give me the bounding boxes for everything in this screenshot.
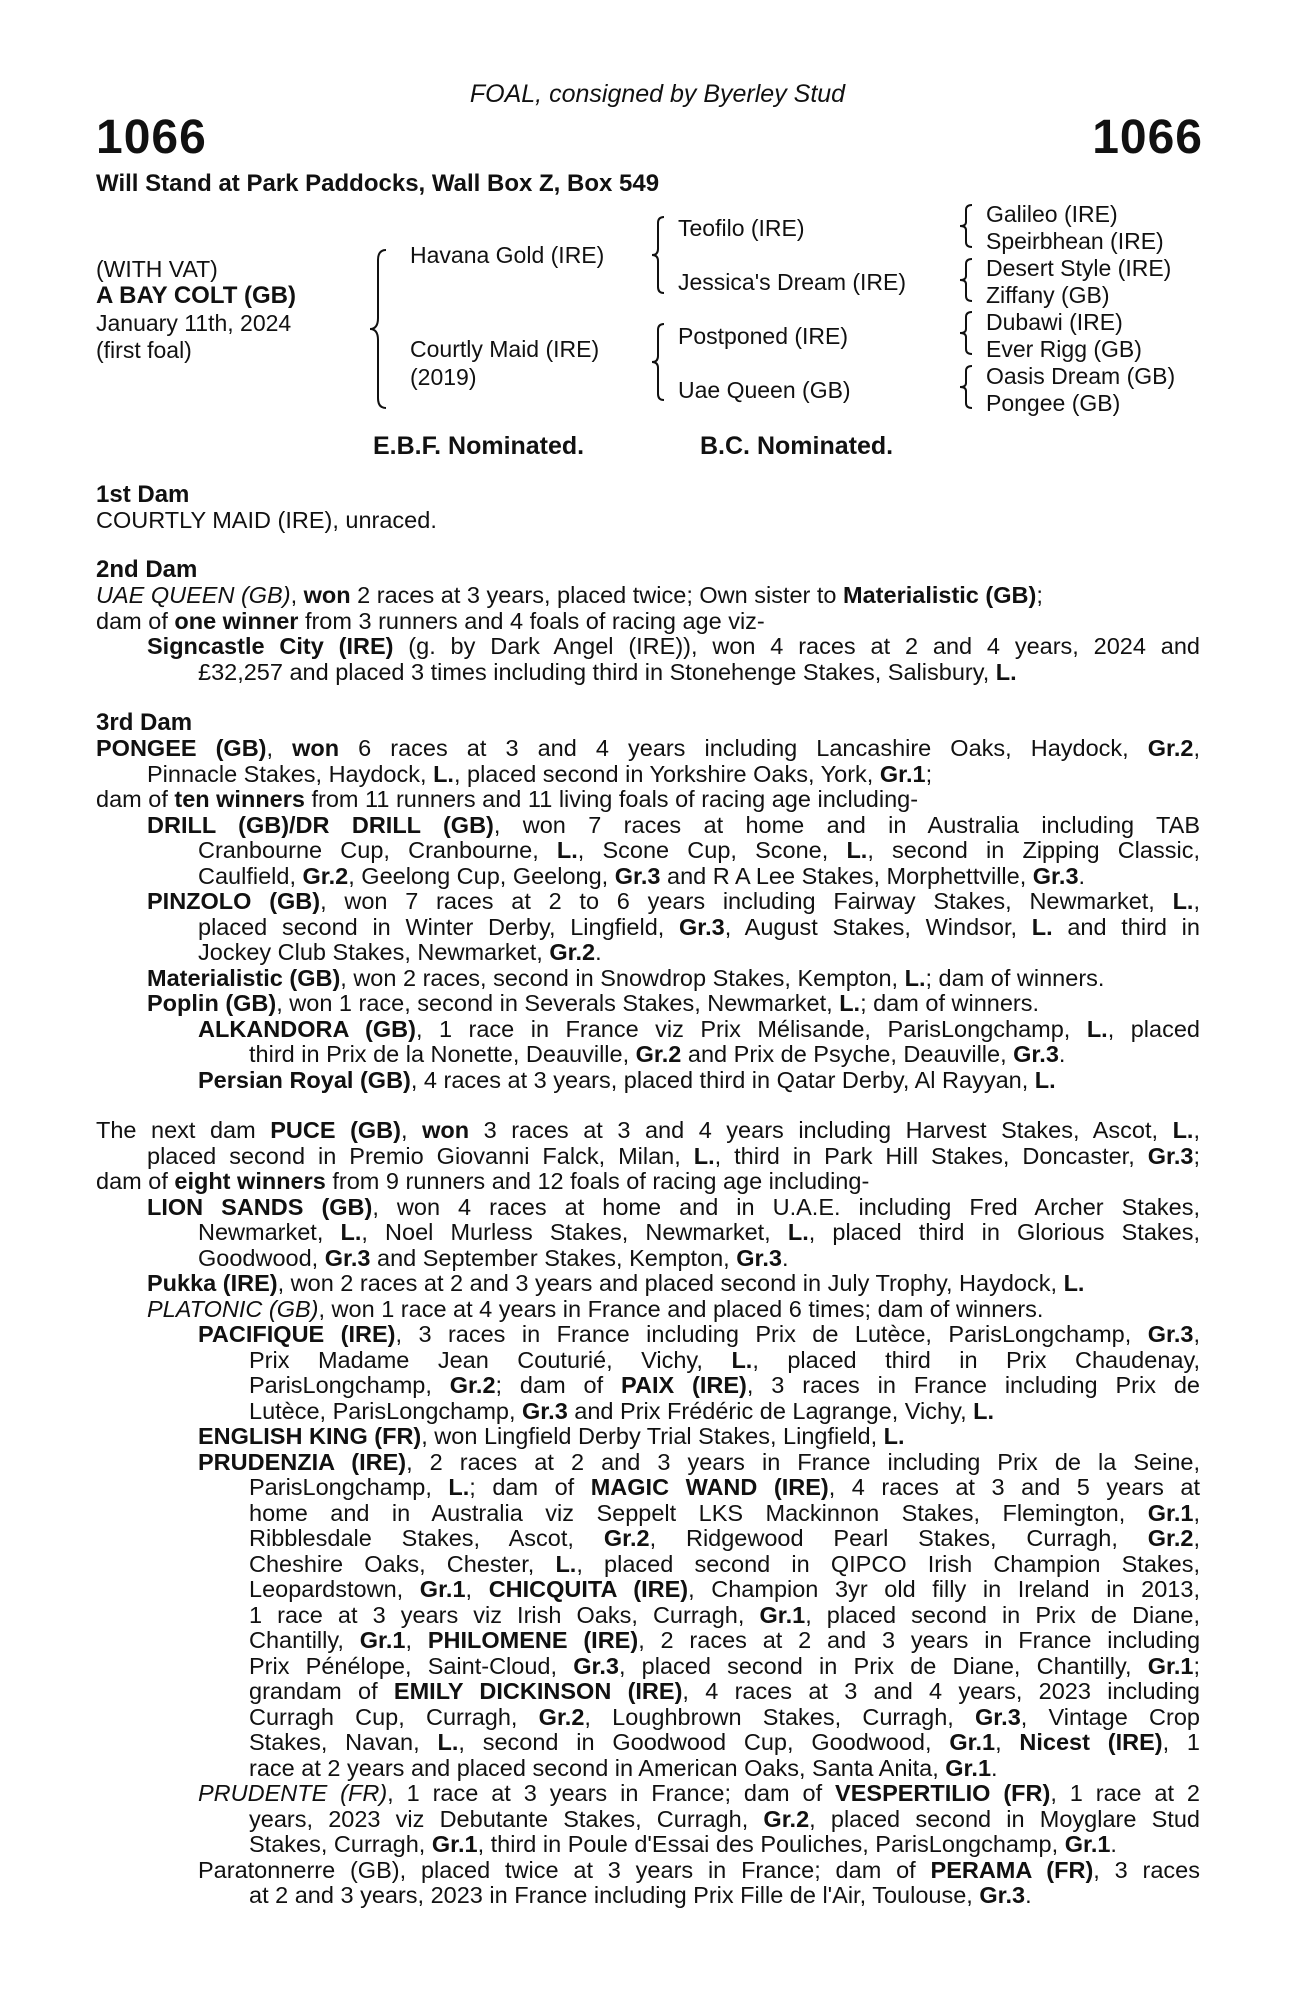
text-run: , placed third in Glorious Stakes, [808, 1219, 1201, 1245]
pedigree-brace-g2 [958, 257, 974, 303]
bold-text: L. [437, 1729, 459, 1755]
text-run: dam of [96, 607, 175, 634]
text-run: Newmarket, [198, 1219, 341, 1245]
bold-text: L. [1063, 1270, 1085, 1296]
text-run: , Champion 3yr old filly in Ireland in 2013, [688, 1576, 1200, 1602]
bold-text: Gr.2 [449, 1372, 496, 1398]
text-run: and September Stakes, Kempton, [370, 1244, 737, 1271]
text-run: , third in Poule d'Essai des Pouliches, ParisLongchamp, [477, 1831, 1065, 1857]
record-line [96, 1042, 1200, 1068]
bold-text: Gr.1 [759, 1601, 806, 1628]
bold-text: Pukka (IRE) [147, 1270, 278, 1296]
section-heading: 3rd Dam [96, 709, 193, 736]
text-run: placed second in Premio Giovanni Falck, Milan, [147, 1142, 694, 1169]
record-line [96, 1118, 1200, 1144]
text-run: Prix Madame Jean Couturié, Vichy, [249, 1346, 732, 1373]
text-run: , [1193, 1499, 1200, 1526]
bold-text: Materialistic (GB) [147, 964, 341, 991]
record-line [96, 583, 1200, 609]
pedigree-g3-2: Speirbhean (IRE) [986, 228, 1164, 254]
text-run: , won 2 races, second in Snowdrop Stakes, Kempton, [340, 964, 905, 991]
italic-text: PRUDENTE (FR) [198, 1780, 388, 1806]
bold-text: Gr.1 [949, 1729, 996, 1755]
text-run: , won 7 races at home and in Australia including TAB [493, 811, 1200, 838]
record-line [96, 1679, 1200, 1705]
bold-text: L. [340, 1219, 362, 1245]
text-run: , 1 race at 2 [1050, 1780, 1200, 1806]
bold-text: LION SANDS (GB) [147, 1193, 373, 1220]
text-run: , 2 races at 2 and 3 years in France including [638, 1627, 1201, 1653]
text-run: , [1193, 888, 1200, 914]
text-run: at 2 and 3 years, 2023 in France including Prix Fille de l'Air, Toulouse, [249, 1882, 980, 1908]
text-run: Jockey Club Stakes, Newmarket, [198, 939, 550, 965]
text-run: and third in [1052, 913, 1200, 940]
bold-text: Signcastle City (IRE) [147, 633, 394, 659]
record-line [96, 1654, 1200, 1680]
bold-text: L. [973, 1397, 995, 1424]
text-run: placed second in Winter Derby, Lingfield, [198, 913, 679, 940]
record-line [96, 508, 1200, 534]
record-line [96, 1297, 1200, 1323]
text-run: ; dam of winners. [860, 990, 1040, 1016]
bold-text: Gr.2 [763, 1805, 810, 1832]
text-run: , 4 races at 3 and 5 years at [828, 1474, 1200, 1500]
bold-text: PACIFIQUE (IRE) [198, 1321, 396, 1347]
text-run: Cranbourne Cup, Cranbourne, [198, 837, 557, 863]
bold-text: L. [883, 1423, 905, 1449]
record-line [96, 966, 1200, 992]
record-line [96, 1577, 1200, 1603]
bold-text: ENGLISH KING (FR) [198, 1423, 422, 1449]
italic-text: PLATONIC (GB) [147, 1295, 319, 1322]
record-line [96, 1603, 1200, 1629]
record-line [96, 1195, 1200, 1221]
record-line [96, 736, 1200, 762]
bold-text: eight winners [174, 1168, 326, 1194]
text-run: dam of [96, 1168, 175, 1194]
text-run: ; [1036, 582, 1043, 608]
record-line [96, 1705, 1200, 1731]
bold-text: Gr.3 [324, 1244, 371, 1271]
bold-text: won [303, 582, 351, 608]
text-run: , Geelong Cup, Geelong, [348, 862, 615, 889]
text-run: ; dam of [469, 1474, 591, 1500]
bold-text: L. [787, 1219, 809, 1245]
bold-text: L. [433, 760, 454, 787]
text-run: , 2 races at 2 and 3 years in France including Prix de la Seine, [406, 1448, 1200, 1475]
bold-text: ten winners [174, 786, 305, 812]
text-run: , won 4 races at home and in U.A.E. including Fred Archer Stakes, [372, 1193, 1201, 1220]
text-run: , 1 race at 3 years in France; dam of [387, 1780, 836, 1806]
record-line [96, 1858, 1200, 1884]
bold-text: Poplin (GB) [147, 990, 277, 1016]
text-run: Stakes, Curragh, [249, 1831, 432, 1857]
bold-text: won [422, 1117, 470, 1143]
record-line [96, 1220, 1200, 1246]
bold-text: Gr.2 [549, 939, 596, 965]
record-line [96, 1017, 1200, 1043]
bold-text: PUCE (GB) [270, 1117, 401, 1143]
text-run: 2 races at 3 years, placed twice; Own sister to [350, 582, 844, 608]
text-run: , 4 races at 3 and 4 years, 2023 including [682, 1678, 1200, 1704]
text-run: ; [1193, 1652, 1201, 1679]
record-line [96, 991, 1200, 1017]
text-run: 6 races at 3 and 4 years including Lancashire Oaks, Haydock, [339, 735, 1148, 761]
text-run: , second in Goodwood Cup, Goodwood, [458, 1729, 950, 1755]
bold-text: EMILY DICKINSON (IRE) [393, 1678, 683, 1704]
pedigree-sire: Havana Gold (IRE) [410, 242, 605, 268]
bold-text: DRILL (GB)/DR DRILL (GB) [147, 811, 494, 838]
text-run: ParisLongchamp, [249, 1372, 450, 1398]
text-run: Lutèce, ParisLongchamp, [249, 1397, 523, 1424]
bold-text: L. [1172, 1117, 1194, 1143]
record-line [96, 1781, 1200, 1807]
bold-text: Materialistic (GB) [843, 582, 1037, 608]
text-run: . [1110, 1831, 1117, 1857]
bold-text: PRUDENZIA (IRE) [198, 1448, 407, 1475]
consignor-line: FOAL, consigned by Byerley Stud [469, 80, 846, 108]
foal-note: (first foal) [96, 337, 192, 363]
text-run: , third in Park Hill Stakes, Doncaster, [714, 1142, 1148, 1169]
bold-text: L. [904, 964, 926, 991]
text-run: , Vintage Crop [1020, 1703, 1200, 1730]
text-run: , placed second in Prix de Diane, Chantilly, [618, 1652, 1148, 1679]
record-line [96, 1169, 1200, 1195]
horse-name: A BAY COLT (GB) [96, 282, 297, 309]
text-run: , won 1 race, second in Severals Stakes, Newmarket, [276, 990, 840, 1016]
section-heading: 2nd Dam [96, 556, 198, 583]
text-run: , placed second in Yorkshire Oaks, York, [453, 760, 880, 787]
text-run: and R A Lee Stakes, Morphettville, [660, 862, 1033, 889]
section-heading: 1st Dam [96, 481, 190, 508]
pedigree-g3-1: Galileo (IRE) [986, 201, 1118, 227]
bold-text: Gr.3 [1147, 1321, 1194, 1347]
pedigree-sire-dam: Jessica's Dream (IRE) [678, 269, 907, 295]
text-run: ; [925, 760, 933, 787]
bold-text: L. [1031, 913, 1053, 940]
ebf-nomination: E.B.F. Nominated. [373, 432, 585, 460]
text-run: Prix Pénélope, Saint-Cloud, [249, 1652, 574, 1679]
pedigree-brace-g1 [958, 203, 974, 249]
pedigree-brace-g3 [958, 310, 974, 356]
pedigree-sire-sire: Teofilo (IRE) [678, 215, 805, 241]
text-run: , won 1 race at 4 years in France and placed 6 times; dam of winners. [318, 1295, 1044, 1322]
text-run: , Loughbrown Stakes, Curragh, [584, 1703, 976, 1730]
text-run: Cheshire Oaks, Chester, [249, 1550, 556, 1577]
first-dam-section [96, 482, 1200, 534]
record-line [96, 1373, 1200, 1399]
text-run: , 3 races in France including Prix de Lutèce, ParisLongchamp, [395, 1321, 1148, 1347]
bold-text: Gr.3 [736, 1244, 782, 1271]
vat-note: (WITH VAT) [96, 256, 218, 282]
text-run: . [1058, 1041, 1066, 1067]
pedigree-g3-3: Desert Style (IRE) [986, 255, 1172, 281]
bold-text: PINZOLO (GB) [147, 888, 321, 914]
bold-text: Gr.2 [1147, 735, 1194, 761]
bold-text: Persian Royal (GB) [198, 1066, 411, 1093]
text-run: dam of [96, 786, 175, 812]
record-line [96, 1628, 1200, 1654]
text-run: . [595, 939, 602, 965]
text-run: Caulfield, [198, 862, 303, 889]
text-run: , 1 [1162, 1729, 1201, 1755]
text-run: , 3 races in France including Prix de [746, 1372, 1200, 1398]
bold-text: L. [731, 1346, 753, 1373]
text-run: The next dam [96, 1117, 271, 1143]
bold-text: Gr.3 [1013, 1041, 1059, 1067]
text-run: , placed second in QIPCO Irish Champion Stakes, [576, 1550, 1200, 1577]
text-run: , [400, 1117, 423, 1143]
record-line [96, 1424, 1200, 1450]
bold-text: won [292, 735, 340, 761]
bold-text: L. [1034, 1066, 1056, 1093]
record-line [96, 1068, 1200, 1094]
record-line [96, 1399, 1200, 1425]
text-run: grandam of [249, 1678, 394, 1704]
text-run: , [1193, 1117, 1200, 1143]
text-run: , [1193, 1525, 1201, 1551]
third-dam-section [96, 710, 1200, 1093]
bold-text: PHILOMENE (IRE) [427, 1627, 639, 1653]
bold-text: PAIX (IRE) [621, 1372, 747, 1398]
text-run: Goodwood, [198, 1244, 325, 1271]
bold-text: Gr.2 [538, 1703, 585, 1730]
text-run: Stakes, Navan, [249, 1729, 438, 1755]
bold-text: L. [1086, 1015, 1108, 1042]
bold-text: Gr.3 [1032, 862, 1079, 889]
record-line [96, 1348, 1200, 1374]
bold-text: Gr.2 [1147, 1525, 1194, 1551]
bold-text: one winner [174, 607, 299, 634]
text-run: , [266, 735, 293, 761]
bold-text: L. [448, 1474, 470, 1500]
text-run: , 3 races [1093, 1856, 1200, 1883]
lot-number-left: 1066 [96, 111, 207, 164]
text-run: , 4 races at 3 years, placed third in Qatar Derby, Al Rayyan, [410, 1066, 1035, 1093]
record-line [96, 1475, 1200, 1501]
record-line [96, 609, 1200, 635]
pedigree-brace-sire [650, 215, 666, 295]
bold-text: Gr.3 [979, 1882, 1026, 1908]
bold-text: L. [839, 990, 861, 1016]
text-run: Curragh Cup, Curragh, [249, 1703, 539, 1730]
text-run: Leopardstown, [249, 1576, 420, 1602]
text-run: , won 2 races at 2 and 3 years and placed second in July Trophy, Haydock, [277, 1270, 1064, 1296]
text-run: , [465, 1576, 489, 1602]
bold-text: Gr.1 [1064, 1831, 1111, 1857]
next-dam-section [96, 1118, 1200, 1909]
text-run: race at 2 years and placed second in American Oaks, Santa Anita, [249, 1754, 946, 1781]
text-run: . [991, 1754, 998, 1781]
text-run: , [290, 582, 304, 608]
text-run: . [1078, 862, 1086, 889]
record-line [96, 1552, 1200, 1578]
bold-text: L. [995, 658, 1017, 685]
record-line [96, 787, 1200, 813]
record-line [96, 1450, 1200, 1476]
text-run: , [1193, 1321, 1200, 1347]
record-line [96, 1756, 1200, 1782]
bold-text: Gr.3 [975, 1703, 1021, 1730]
record-line [96, 940, 1200, 966]
pedigree-g3-5: Dubawi (IRE) [986, 309, 1123, 335]
record-line [96, 915, 1200, 941]
text-run: COURTLY MAID (IRE), unraced. [96, 507, 437, 533]
text-run: , second in Zipping Classic, [867, 837, 1200, 863]
text-run: £32,257 and placed 3 times including third in Stonehenge Stakes, Salisbury, [198, 658, 996, 685]
bold-text: L. [556, 837, 578, 863]
record-line [96, 864, 1200, 890]
bold-text: Gr.3 [1147, 1142, 1194, 1169]
text-run: ; dam of [495, 1372, 622, 1398]
text-run: , [995, 1729, 1020, 1755]
text-run: . [1025, 1882, 1032, 1908]
bold-text: Gr.3 [679, 913, 725, 940]
text-run: , August Stakes, Windsor, [724, 913, 1032, 940]
text-run: third in Prix de la Nonette, Deauville, [249, 1041, 636, 1067]
pedigree-brace-dam [650, 322, 666, 402]
bold-text: Gr.1 [1147, 1499, 1194, 1526]
text-run: 3 races at 3 and 4 years including Harvest Stakes, Ascot, [469, 1117, 1173, 1143]
bold-text: VESPERTILIO (FR) [835, 1780, 1051, 1806]
bold-text: ALKANDORA (GB) [198, 1015, 416, 1042]
bold-text: Gr.3 [522, 1397, 568, 1424]
text-run: ; dam of winners. [925, 964, 1105, 991]
bold-text: L. [555, 1550, 577, 1577]
text-run: and Prix Frédéric de Lagrange, Vichy, [567, 1397, 974, 1424]
text-run: , placed third in Prix Chaudenay, [752, 1346, 1200, 1373]
bold-text: Gr.2 [635, 1041, 682, 1067]
record-line [96, 889, 1200, 915]
record-line [96, 1526, 1200, 1552]
stand-location: Will Stand at Park Paddocks, Wall Box Z, Box 549 [96, 170, 660, 197]
pedigree-g3-8: Pongee (GB) [986, 390, 1121, 416]
text-run: Pinnacle Stakes, Haydock, [147, 760, 434, 787]
bold-text: Gr.2 [603, 1525, 650, 1551]
bold-text: L. [1172, 888, 1194, 914]
pedigree-dam-dam: Uae Queen (GB) [678, 377, 851, 403]
bold-text: PERAMA (FR) [930, 1856, 1094, 1883]
pedigree-main-brace [366, 248, 390, 410]
bold-text: Gr.1 [879, 760, 926, 787]
bold-text: Gr.1 [359, 1627, 406, 1653]
text-run: , placed [1107, 1015, 1200, 1042]
italic-text: UAE QUEEN (GB) [96, 582, 291, 608]
record-line [96, 1246, 1200, 1272]
text-run: , placed second in Prix de Diane, [805, 1601, 1201, 1628]
record-line [96, 838, 1200, 864]
text-run: Ribblesdale Stakes, Ascot, [249, 1525, 604, 1551]
text-run: , placed second in Moyglare Stud [809, 1805, 1200, 1832]
text-run: Paratonnerre (GB), placed twice at 3 years in France; dam of [198, 1856, 931, 1883]
text-run: . [781, 1244, 789, 1271]
text-run: , Noel Murless Stakes, Newmarket, [361, 1219, 788, 1245]
bold-text: Gr.3 [614, 862, 661, 889]
pedigree-dam-year: (2019) [410, 364, 477, 390]
record-line [96, 1271, 1200, 1297]
lot-number-right: 1066 [1092, 111, 1203, 164]
pedigree-brace-g4 [958, 364, 974, 410]
bold-text: Gr.1 [945, 1754, 992, 1781]
bold-text: Gr.1 [419, 1576, 466, 1602]
bold-text: L. [846, 837, 868, 863]
pedigree-g3-7: Oasis Dream (GB) [986, 363, 1176, 389]
text-run: from 11 runners and 11 living foals of racing age including- [304, 786, 919, 812]
pedigree-dam: Courtly Maid (IRE) [410, 336, 600, 362]
text-run: years, 2023 viz Debutante Stakes, Curragh, [249, 1805, 764, 1832]
record-line [96, 1144, 1200, 1170]
text-run: , won 7 races at 2 to 6 years including Fairway Stakes, Newmarket, [320, 888, 1173, 914]
record-line [96, 1883, 1200, 1909]
date-of-birth: January 11th, 2024 [96, 310, 292, 336]
bold-text: Gr.3 [573, 1652, 619, 1679]
text-run: ParisLongchamp, [249, 1474, 449, 1500]
bold-text: Gr.1 [1147, 1652, 1194, 1679]
text-run: , [1193, 735, 1201, 761]
pedigree-g3-6: Ever Rigg (GB) [986, 336, 1142, 362]
bold-text: PONGEE (GB) [96, 735, 267, 761]
record-line [96, 1501, 1200, 1527]
text-run: 1 race at 3 years viz Irish Oaks, Curragh, [249, 1601, 760, 1628]
text-run: and Prix de Psyche, Deauville, [681, 1041, 1014, 1067]
bold-text: MAGIC WAND (IRE) [590, 1474, 829, 1500]
pedigree-g3-4: Ziffany (GB) [986, 282, 1110, 308]
text-run: from 9 runners and 12 foals of racing age including- [325, 1168, 870, 1194]
record-line [96, 762, 1200, 788]
record-line [96, 1730, 1200, 1756]
second-dam-section [96, 557, 1200, 685]
record-line [96, 634, 1200, 660]
bc-nomination: B.C. Nominated. [700, 432, 894, 460]
text-run: from 3 runners and 4 foals of racing age viz- [298, 607, 765, 634]
text-run: , 1 race in France viz Prix Mélisande, ParisLongchamp, [415, 1015, 1087, 1042]
bold-text: Gr.2 [302, 862, 349, 889]
bold-text: CHICQUITA (IRE) [488, 1576, 689, 1602]
text-run: , Ridgewood Pearl Stakes, Curragh, [649, 1525, 1148, 1551]
record-line [96, 1807, 1200, 1833]
bold-text: Gr.1 [431, 1831, 478, 1857]
text-run: home and in Australia viz Seppelt LKS Mackinnon Stakes, Flemington, [249, 1499, 1148, 1526]
record-line [96, 660, 1200, 686]
text-run: (g. by Dark Angel (IRE)), won 4 races at 2 and 4 years, 2024 and [393, 633, 1200, 659]
record-line [96, 1832, 1200, 1858]
record-line [96, 813, 1200, 839]
bold-text: L. [693, 1142, 715, 1169]
text-run: ; [1193, 1142, 1200, 1169]
text-run: , [405, 1627, 428, 1653]
text-run: , won Lingfield Derby Trial Stakes, Lingfield, [421, 1423, 884, 1449]
record-line [96, 1322, 1200, 1348]
text-run: Chantilly, [249, 1627, 360, 1653]
text-run: , Scone Cup, Scone, [577, 837, 847, 863]
bold-text: Nicest (IRE) [1019, 1729, 1163, 1755]
pedigree-dam-sire: Postponed (IRE) [678, 323, 849, 349]
